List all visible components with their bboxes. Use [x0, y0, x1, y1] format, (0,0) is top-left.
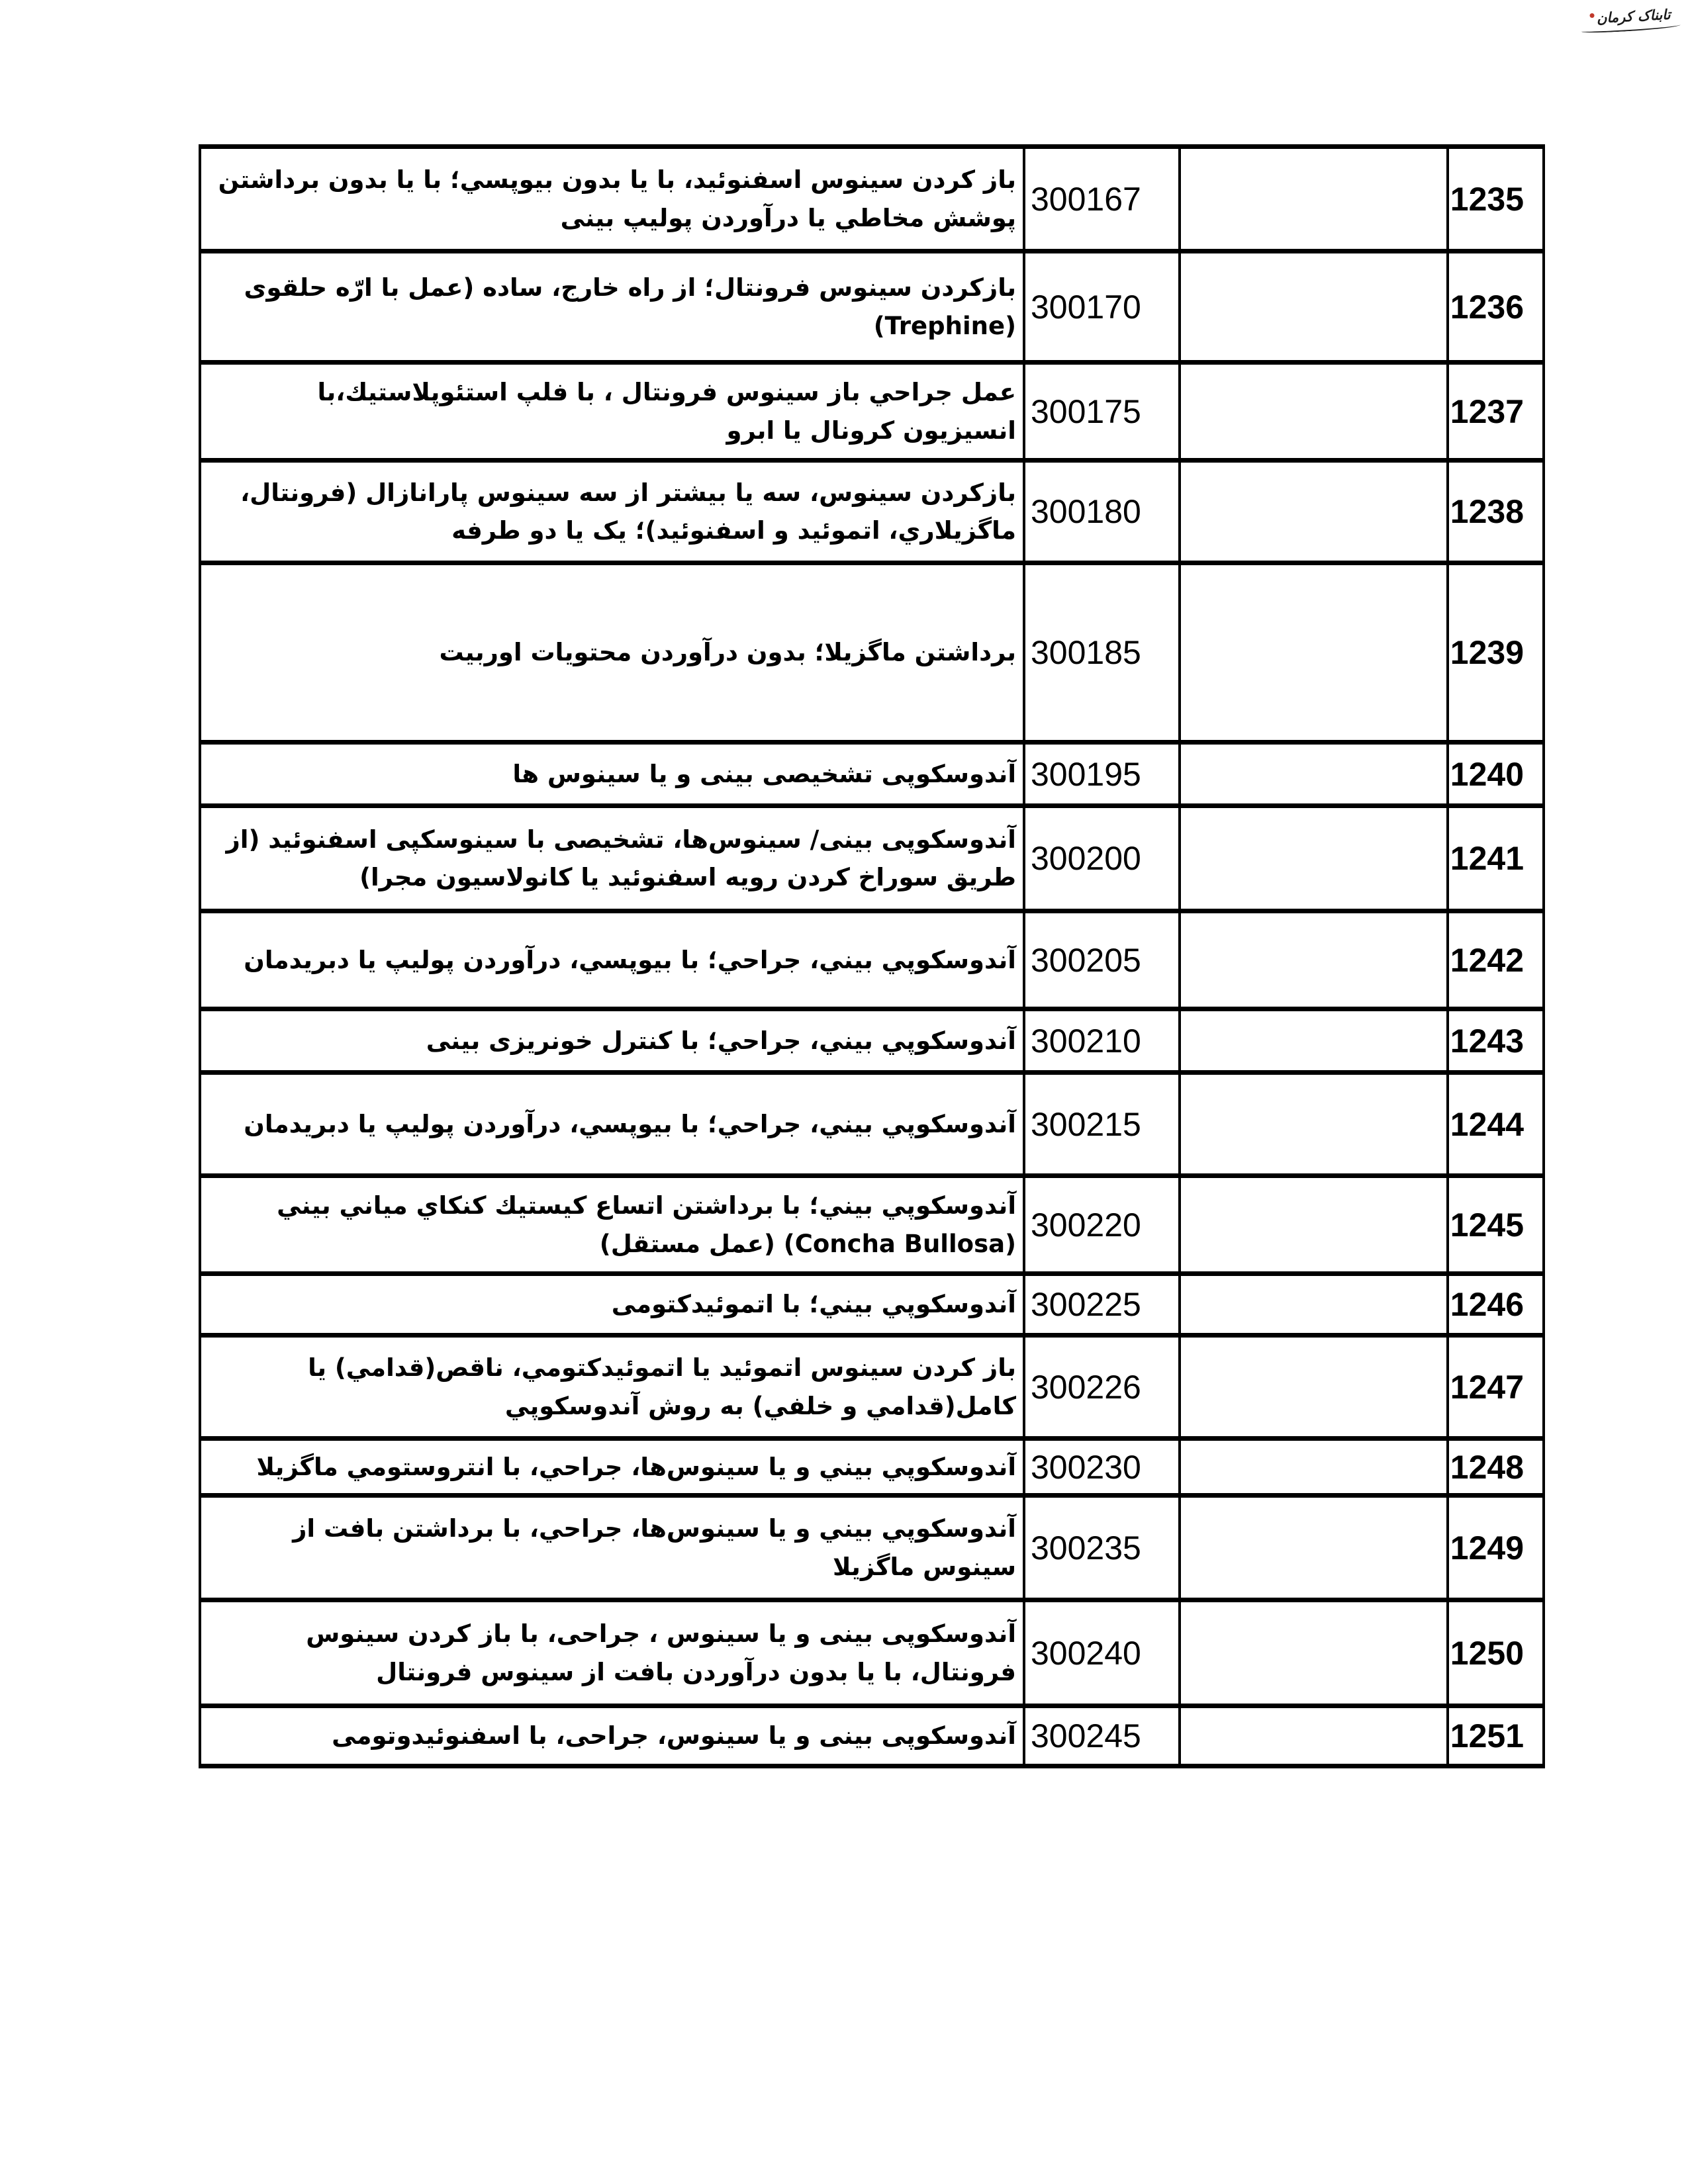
row-number: 1247: [1448, 1336, 1544, 1439]
procedure-description: آندوسکوپی بینی و یا سینوس ، جراحی، با باز کردن سینوس فرونتال، با یا بدون درآوردن بافت از سینوس فرونتال: [200, 1600, 1024, 1706]
procedure-description: برداشتن ماگزیلا؛ بدون درآوردن محتویات اوربیت: [200, 563, 1024, 743]
procedure-code: 300226: [1024, 1336, 1180, 1439]
table-row: [200, 363, 1544, 461]
procedure-description: آندوسكوپي بيني و يا سينوس‌ها، جراحي، با انتروستومي ماگزيلا: [200, 1439, 1024, 1496]
table-row: [200, 563, 1544, 743]
fee-cell-empty: [1180, 251, 1448, 363]
table-row: [200, 1600, 1544, 1706]
row-number: 1248: [1448, 1439, 1544, 1496]
procedure-description: آندوسكوپي بيني؛ با اتموئيدكتومی: [200, 1274, 1024, 1336]
table-row: [200, 911, 1544, 1009]
logo-text: تابناک کرمان: [1596, 6, 1671, 26]
fee-cell-empty: [1180, 1496, 1448, 1600]
procedure-description: عمل جراحي باز سينوس فرونتال ، با فلپ استئوپلاستيك،با انسيزيون كرونال يا ابرو: [200, 363, 1024, 461]
table-row: [200, 1073, 1544, 1176]
fee-cell-empty: [1180, 1706, 1448, 1766]
procedure-code: 300167: [1024, 147, 1180, 251]
procedure-code: 300175: [1024, 363, 1180, 461]
procedure-code: 300245: [1024, 1706, 1180, 1766]
procedure-description: بازكردن سينوس، سه يا بيشتر از سه سينوس پارانازال (فرونتال، ماگزيلاري، اتموئيد و اسفنوئيد)؛ یک یا دو طرفه: [200, 461, 1024, 563]
row-number: 1242: [1448, 911, 1544, 1009]
row-number: 1241: [1448, 806, 1544, 911]
fee-cell-empty: [1180, 363, 1448, 461]
row-number: 1244: [1448, 1073, 1544, 1176]
table-row: [200, 743, 1544, 806]
procedure-code: 300215: [1024, 1073, 1180, 1176]
procedure-description: آندوسکوپی بینی/ سینوس‌ها، تشخیصی با سینوسکپی اسفنوئید (از طریق سوراخ کردن رویه اسفنوئید یا کانولاسیون مجرا): [200, 806, 1024, 911]
procedure-code: 300180: [1024, 461, 1180, 563]
table-row: [200, 1496, 1544, 1600]
procedure-code: 300200: [1024, 806, 1180, 911]
procedure-description: آندوسکوپی بینی و یا سینوس، جراحی، با اسفنوئیدوتومی: [200, 1706, 1024, 1766]
table-row: [200, 1439, 1544, 1496]
fee-cell-empty: [1180, 1600, 1448, 1706]
table-row: [200, 461, 1544, 563]
fee-cell-empty: [1180, 1336, 1448, 1439]
row-number: 1237: [1448, 363, 1544, 461]
logo-accent-dot: [1590, 13, 1595, 18]
row-number: 1236: [1448, 251, 1544, 363]
procedure-code: 300235: [1024, 1496, 1180, 1600]
table-row: [200, 147, 1544, 251]
row-number: 1238: [1448, 461, 1544, 563]
procedure-description: آندوسكوپي بيني، جراحي؛ با بيوپسي، درآوردن پوليپ يا دبريدمان: [200, 1073, 1024, 1176]
procedures-table: [199, 144, 1545, 1768]
fee-cell-empty: [1180, 1176, 1448, 1274]
row-number: 1251: [1448, 1706, 1544, 1766]
table-row: [200, 1009, 1544, 1073]
fee-cell-empty: [1180, 743, 1448, 806]
row-number: 1249: [1448, 1496, 1544, 1600]
procedure-code: 300220: [1024, 1176, 1180, 1274]
procedure-code: 300205: [1024, 911, 1180, 1009]
table-row: [200, 1274, 1544, 1336]
row-number: 1235: [1448, 147, 1544, 251]
table-row: [200, 1706, 1544, 1766]
row-number: 1239: [1448, 563, 1544, 743]
row-number: 1243: [1448, 1009, 1544, 1073]
procedures-table-body: [200, 147, 1544, 1766]
procedure-code: 300210: [1024, 1009, 1180, 1073]
procedure-code: 300195: [1024, 743, 1180, 806]
procedure-code: 300240: [1024, 1600, 1180, 1706]
procedure-description: آندوسکوپی تشخیصی بینی و یا سینوس ها: [200, 743, 1024, 806]
table-row: [200, 251, 1544, 363]
procedure-description: بازكردن سينوس فرونتال؛ از راه خارج، ساده (عمل با ارّه حلقوی (Trephine): [200, 251, 1024, 363]
procedure-description: آندوسكوپي بيني؛ با برداشتن اتساع كيستيك كنكاي مياني بيني (Concha Bullosa) (عمل مستقل): [200, 1176, 1024, 1274]
fee-cell-empty: [1180, 461, 1448, 563]
fee-cell-empty: [1180, 1073, 1448, 1176]
procedure-code: 300170: [1024, 251, 1180, 363]
procedure-code: 300185: [1024, 563, 1180, 743]
fee-cell-empty: [1180, 563, 1448, 743]
procedure-code: 300225: [1024, 1274, 1180, 1336]
row-number: 1250: [1448, 1600, 1544, 1706]
procedure-description: باز كردن سينوس اتموئيد يا اتموئيدكتومي، ناقص(قدامي) يا كامل(قدامي و خلفي) به روش آندوسكوپي: [200, 1336, 1024, 1439]
fee-cell-empty: [1180, 1274, 1448, 1336]
table-row: [200, 1336, 1544, 1439]
row-number: 1245: [1448, 1176, 1544, 1274]
procedure-code: 300230: [1024, 1439, 1180, 1496]
fee-cell-empty: [1180, 1009, 1448, 1073]
site-logo: [1580, 7, 1681, 34]
table-row: [200, 806, 1544, 911]
fee-cell-empty: [1180, 147, 1448, 251]
row-number: 1246: [1448, 1274, 1544, 1336]
procedure-description: آندوسكوپي بيني، جراحي؛ با بيوپسي، درآوردن پوليپ يا دبريدمان: [200, 911, 1024, 1009]
fee-cell-empty: [1180, 1439, 1448, 1496]
fee-cell-empty: [1180, 911, 1448, 1009]
procedure-description: باز كردن سينوس اسفنوئيد، با يا بدون بيوپسي؛ با يا بدون برداشتن پوشش مخاطي يا درآوردن پوليپ بينی: [200, 147, 1024, 251]
procedure-description: آندوسكوپي بيني و يا سينوس‌ها، جراحي، با برداشتن بافت از سينوس ماگزيلا: [200, 1496, 1024, 1600]
procedure-description: آندوسكوپي بيني، جراحي؛ با كنترل خونریزی بینی: [200, 1009, 1024, 1073]
row-number: 1240: [1448, 743, 1544, 806]
table-row: [200, 1176, 1544, 1274]
fee-cell-empty: [1180, 806, 1448, 911]
